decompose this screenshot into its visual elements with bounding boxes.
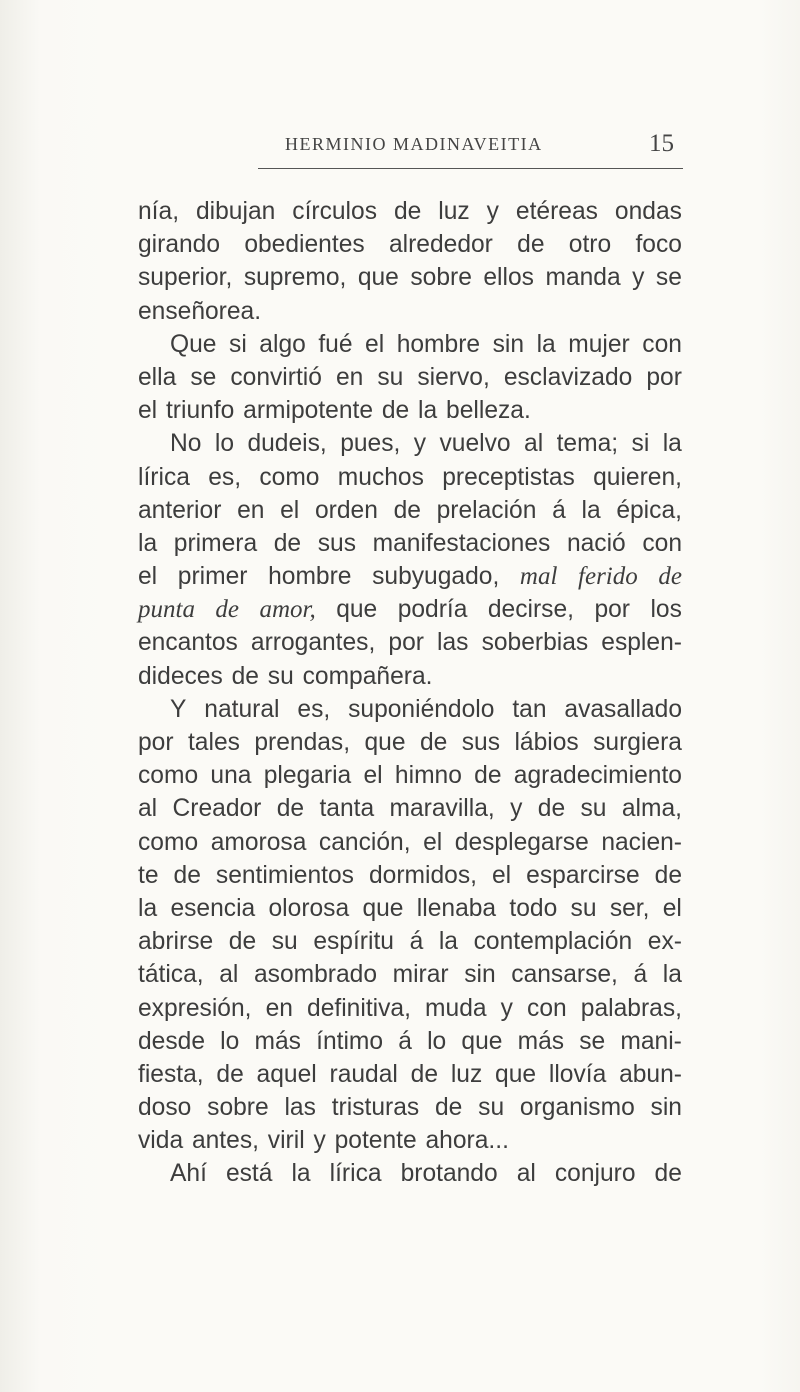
page-header: [138, 130, 682, 170]
text-line: enseñorea.: [138, 297, 262, 325]
text-line: desde lo más íntimo á lo que más se mani-: [138, 1027, 682, 1055]
text-line: lírica es, como muchos preceptistas quieren,: [138, 463, 682, 491]
text-line: expresión, en definitiva, muda y con palabras,: [138, 994, 682, 1022]
header-rule: [258, 168, 683, 169]
text-line: superior, supremo, que sobre ellos manda y se: [138, 264, 682, 292]
text-line: ella se convirtió en su siervo, esclavizado por: [138, 363, 682, 391]
text-line: abrirse de su espíritu á la contemplación ex-: [138, 928, 682, 956]
page-number: 15: [649, 130, 674, 157]
text-line: doso sobre las tristuras de su organismo sin: [138, 1094, 682, 1122]
text-line: te de sentimientos dormidos, el esparcirse de: [138, 861, 682, 889]
text-line: dideces de su compañera.: [138, 662, 433, 690]
text-line: como una plegaria el himno de agradecimiento: [138, 762, 682, 790]
text-line: punta de amor, que podría decirse, por los: [138, 596, 682, 624]
text-line: vida antes, viril y potente ahora...: [138, 1127, 509, 1155]
text-line: el primer hombre subyugado, mal ferido de: [138, 563, 682, 591]
body-text: [138, 195, 682, 1191]
text-line: la primera de sus manifestaciones nació con: [138, 529, 682, 557]
text-line: encantos arrogantes, por las soberbias esplen-: [138, 629, 682, 657]
text-line: por tales prendas, que de sus lábios surgiera: [138, 729, 682, 756]
text-line: Ahí está la lírica brotando al conjuro de: [170, 1160, 682, 1188]
text-line: tática, al asombrado mirar sin cansarse, á la: [138, 961, 682, 989]
text-line: el triunfo armipotente de la belleza.: [138, 397, 531, 425]
text-line: nía, dibujan círculos de luz y etéreas ondas: [138, 198, 682, 225]
running-head: HERMINIO MADINAVEITIA: [285, 134, 543, 154]
text-line: anterior en el orden de prelación á la épica,: [138, 496, 682, 524]
text-line: como amorosa canción, el desplegarse nacien-: [138, 828, 682, 856]
text-line: fiesta, de aquel raudal de luz que llovía abun-: [138, 1060, 682, 1088]
text-line: No lo dudeis, pues, y vuelvo al tema; si la: [170, 430, 682, 458]
text-line: al Creador de tanta maravilla, y de su alma,: [138, 795, 682, 823]
text-line: la esencia olorosa que llenaba todo su ser, el: [138, 894, 682, 922]
text-line: Y natural es, suponiéndolo tan avasallado: [170, 695, 682, 723]
text-line: girando obedientes alrededor de otro foco: [138, 231, 682, 259]
text-line: Que si algo fué el hombre sin la mujer con: [170, 330, 682, 358]
